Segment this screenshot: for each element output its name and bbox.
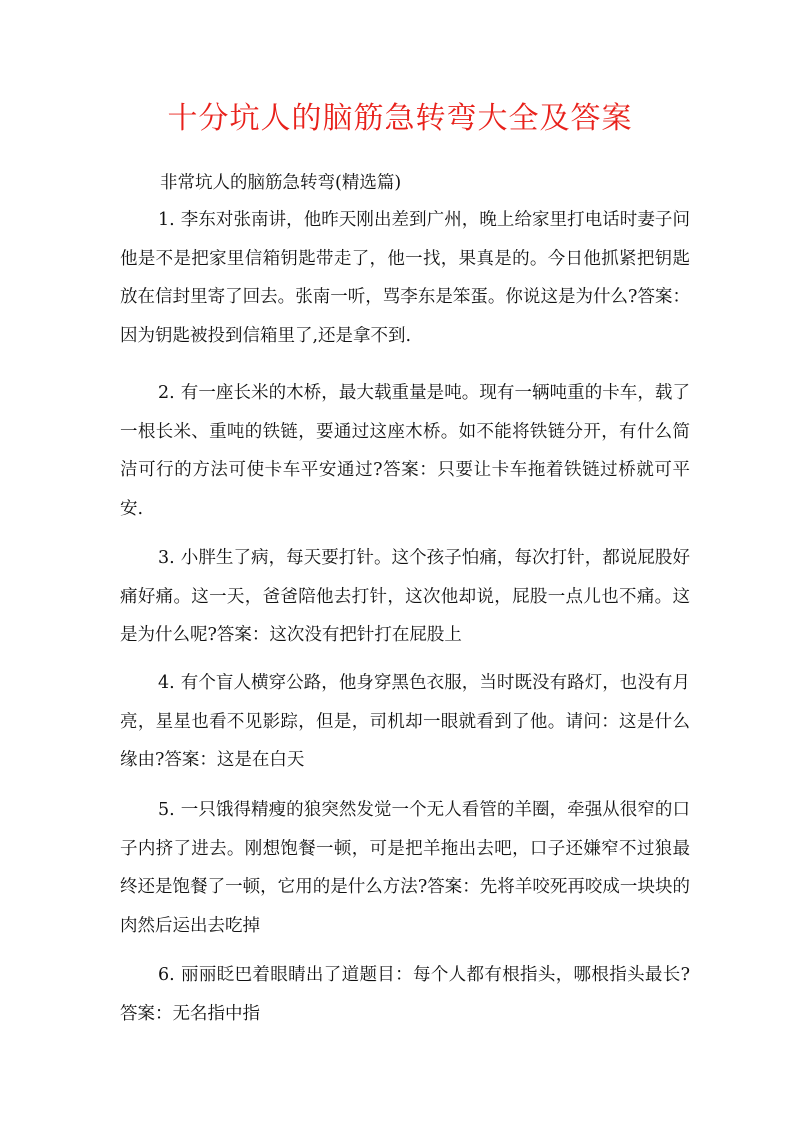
page-title: 十分坑人的脑筋急转弯大全及答案 <box>167 101 633 136</box>
riddle-text: 有个盲人横穿公路，他身穿黑色衣服，当时既没有路灯，也没有月亮，星星也看不见影踪，但是，司机却一眼就看到了他。请问：这是什么缘由?答案：这是在白天 <box>120 673 690 770</box>
riddle-number: 5. <box>158 800 175 820</box>
riddle-text: 小胖生了病，每天要打针。这个孩子怕痛，每次打针，都说屁股好痛好痛。这一天，爸爸陪他去打针，这次他却说，屁股一点儿也不痛。这是为什么呢?答案：这次没有把针打在屁股上 <box>120 548 690 645</box>
riddle-number: 1. <box>158 210 175 230</box>
riddle-number: 2. <box>158 383 175 403</box>
riddle-text: 丽丽眨巴着眼睛出了道题目：每个人都有根指头，哪根指头最长?答案：无名指中指 <box>120 965 690 1024</box>
riddle-number: 4. <box>158 673 175 693</box>
riddle-item-1 <box>120 201 690 355</box>
riddle-item-5 <box>120 791 690 945</box>
riddle-text: 有一座长米的木桥，最大载重量是吨。现有一辆吨重的卡车，载了一根长米、重吨的铁链，要通过这座木桥。如不能将铁链分开，有什么简洁可行的方法可使卡车平安通过?答案：只要让卡车拖着铁链过桥就可平安. <box>120 383 690 519</box>
riddle-number: 3. <box>158 548 175 568</box>
section-subtitle: 非常坑人的脑筋急转弯(精选篇) <box>160 173 402 193</box>
riddle-item-6 <box>120 956 690 1033</box>
riddle-item-3 <box>120 539 690 655</box>
riddle-item-4 <box>120 664 690 780</box>
riddle-text: 李东对张南讲，他昨天刚出差到广州，晚上给家里打电话时妻子问他是不是把家里信箱钥匙带走了，他一找，果真是的。今日他抓紧把钥匙放在信封里寄了回去。张南一听，骂李东是笨蛋。你说这是为什么?答案：因为钥匙被投到信箱里了,还是拿不到. <box>120 210 690 346</box>
riddle-number: 6. <box>158 965 175 985</box>
riddle-text: 一只饿得精瘦的狼突然发觉一个无人看管的羊圈，牵强从很窄的口子内挤了进去。刚想饱餐一顿，可是把羊拖出去吧，口子还嫌窄不过狼最终还是饱餐了一顿，它用的是什么方法?答案：先将羊咬死再咬成一块块的肉然后运出去吃掉 <box>120 800 690 936</box>
riddle-item-2 <box>120 374 690 528</box>
